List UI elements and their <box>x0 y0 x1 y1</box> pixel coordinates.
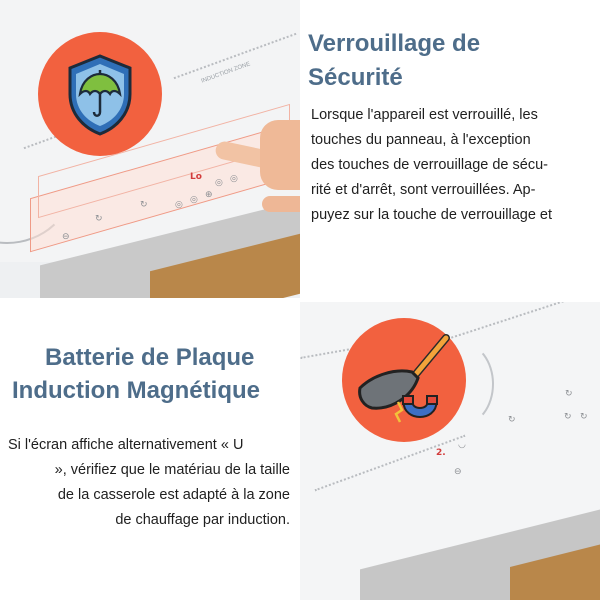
pan-magnet-icon <box>342 318 466 442</box>
desc-line: de chauffage par induction. <box>115 512 290 528</box>
touch-key: ◡ <box>458 440 466 450</box>
cooktop-photo-magnet <box>300 302 600 600</box>
shield-umbrella-icon <box>38 32 162 156</box>
touch-key: ◎ <box>175 200 183 210</box>
section2-title-line2: Induction Magnétique <box>12 377 260 404</box>
section1-title-line2: Sécurité <box>308 64 403 91</box>
desc-line: des touches de verrouillage de sécu- <box>311 157 548 173</box>
desc-line: Lorsque l'appareil est verrouillé, les <box>311 107 538 123</box>
touch-key: ↻ <box>140 200 148 210</box>
desc-line: Si l'écran affiche alternativement « U <box>8 437 244 453</box>
touch-key: ↻ <box>564 412 572 422</box>
desc-line: puyez sur la touche de verrouillage et <box>311 207 553 223</box>
touch-key: ↻ <box>565 389 573 399</box>
desc-line: touches du panneau, à l'exception <box>311 132 531 148</box>
touch-key: ◎ <box>190 195 198 205</box>
section2-description <box>8 433 290 533</box>
touch-key: ↻ <box>580 412 588 422</box>
touch-key: ⊖ <box>62 232 70 242</box>
magnet-badge <box>342 318 466 442</box>
desc-line: rité et d'arrêt, sont verrouillées. Ap- <box>311 182 536 198</box>
section2-title-line1: Batterie de Plaque <box>45 344 255 371</box>
cooktop-photo-lock <box>0 0 300 298</box>
zone-tiny-label: INDUCTION ZONE <box>200 61 252 85</box>
finger <box>262 196 300 212</box>
desc-line: », vérifiez que le matériau de la taille <box>54 462 290 478</box>
desc-line: de la casserole est adapté à la zone <box>57 487 290 503</box>
lock-badge <box>38 32 162 156</box>
section1-description <box>311 103 596 228</box>
touch-key: ⊕ <box>205 190 213 200</box>
touch-key: ◎ <box>230 174 238 184</box>
lock-display: Lo <box>190 172 202 182</box>
touch-key: ◎ <box>215 178 223 188</box>
touch-key: ⊖ <box>454 467 462 477</box>
error-display: 2. <box>436 448 446 458</box>
touch-key: ↻ <box>95 214 103 224</box>
section1-title-line1: Verrouillage de <box>308 30 481 57</box>
touch-key: ↻ <box>508 415 516 425</box>
zone-line <box>314 435 465 492</box>
hand <box>260 120 300 190</box>
